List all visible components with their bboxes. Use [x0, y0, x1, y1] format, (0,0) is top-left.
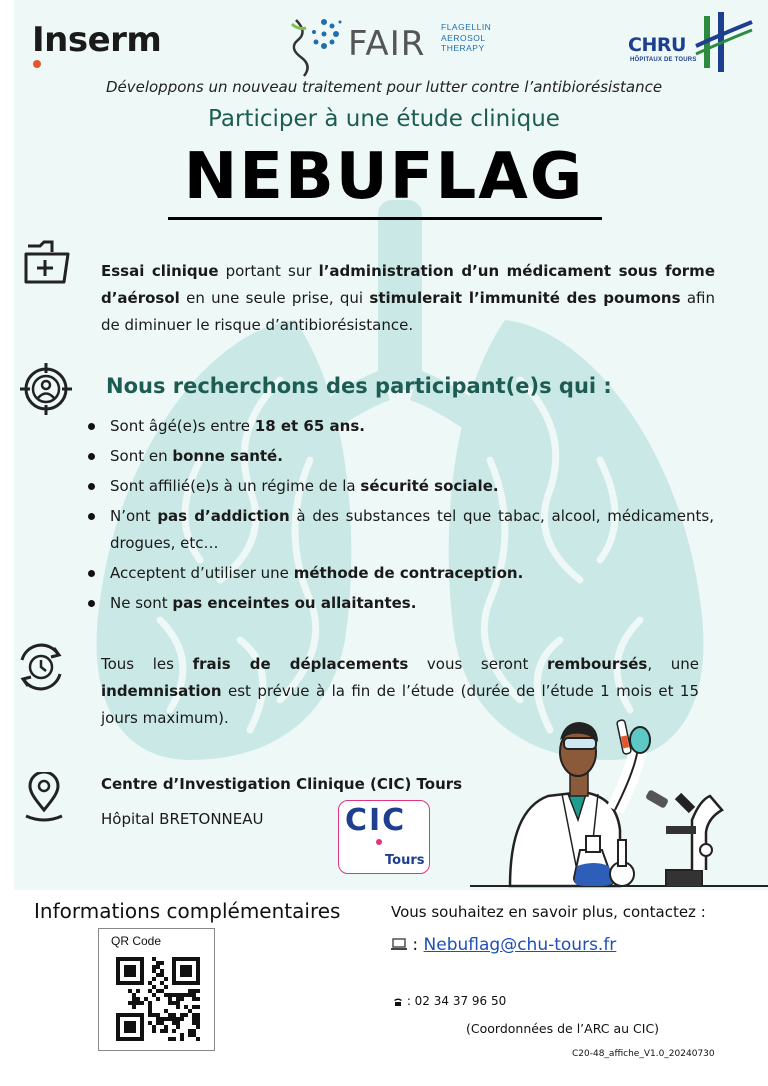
fair-logo-word: FAIR: [348, 24, 426, 64]
phone-row: [393, 994, 506, 1008]
more-info-title: Informations complémentaires: [34, 899, 341, 923]
hospital-name: Hôpital BRETONNEAU: [101, 810, 264, 828]
phone-number: : 02 34 37 96 50: [403, 994, 507, 1008]
chru-logo-word: CHRU: [628, 34, 686, 56]
qr-code-label: QR Code: [111, 934, 162, 948]
cic-logo-letters: CIC: [345, 803, 407, 838]
map-pin-icon: [22, 772, 66, 822]
study-description: Essai clinique portant sur l’administration d’un médicament sous forme d’aérosol en une seule prise, qui stimulerait l’immunité des poumons afin de diminuer le risque d’antibiorésistance.: [101, 262, 715, 334]
tagline: Développons un nouveau traitement pour lutter contre l’antibiorésistance: [105, 78, 663, 96]
criteria-heading: Nous recherchons des participant(e)s qui :: [106, 374, 612, 398]
inserm-logo-dot: [33, 60, 41, 68]
compensation-text: Tous les frais de déplacements vous seront remboursés, une indemnisation est prévue à la fin de l’étude (durée de l’étude 1 mois et 15 jours maximum).: [101, 655, 699, 727]
fair-logo: [286, 14, 492, 78]
phone-icon: [393, 997, 403, 1006]
scientist-illustration: [470, 700, 768, 892]
qr-code-box[interactable]: [98, 928, 215, 1051]
clock-refresh-icon: [14, 640, 68, 694]
chru-logo-subtitle: HÔPITAUX DE TOURS: [630, 57, 697, 63]
document-reference: C20-48_affiche_V1.0_20240730: [572, 1049, 715, 1059]
folder-plus-icon: [22, 240, 72, 286]
cic-logo-tours: Tours: [385, 853, 425, 868]
fair-logo-subtitle: FLAGELLIN AEROSOL THERAPY: [441, 22, 492, 53]
title-underline: [168, 217, 602, 220]
inserm-logo: Inserm: [32, 20, 162, 60]
flagellin-icon: [286, 14, 346, 78]
list-item: Sont âgé(e)s entre 18 et 65 ans.: [86, 413, 714, 440]
list-item: Acceptent d’utiliser une méthode de contraception.: [86, 560, 714, 587]
contact-title: Vous souhaitez en savoir plus, contactez :: [391, 903, 706, 921]
page-subtitle: Participer à une étude clinique: [208, 106, 560, 132]
cic-logo: [338, 800, 430, 874]
list-item: Sont affilié(e)s à un régime de la sécurité sociale.: [86, 473, 714, 500]
cic-logo-dot: [376, 839, 382, 845]
chru-logo: [626, 12, 756, 78]
target-person-icon: [18, 361, 74, 417]
cic-name: Centre d’Investigation Clinique (CIC) Tours: [101, 775, 463, 793]
list-item: N’ont pas d’addiction à des substances tel que tabac, alcool, médicaments, drogues, etc…: [86, 503, 714, 557]
email-row: [391, 935, 616, 955]
page-title: NEBUFLAG: [183, 140, 585, 214]
list-item: Sont en bonne santé.: [86, 443, 714, 470]
email-link[interactable]: Nebuflag@chu-tours.fr: [423, 935, 617, 955]
arc-coordinates-note: (Coordonnées de l’ARC au CIC): [466, 1021, 660, 1036]
laptop-icon: [391, 938, 407, 951]
list-item: Ne sont pas enceintes ou allaitantes.: [86, 590, 714, 617]
email-separator: :: [407, 935, 424, 955]
qr-code-icon[interactable]: [116, 957, 200, 1041]
criteria-list: [86, 413, 714, 620]
